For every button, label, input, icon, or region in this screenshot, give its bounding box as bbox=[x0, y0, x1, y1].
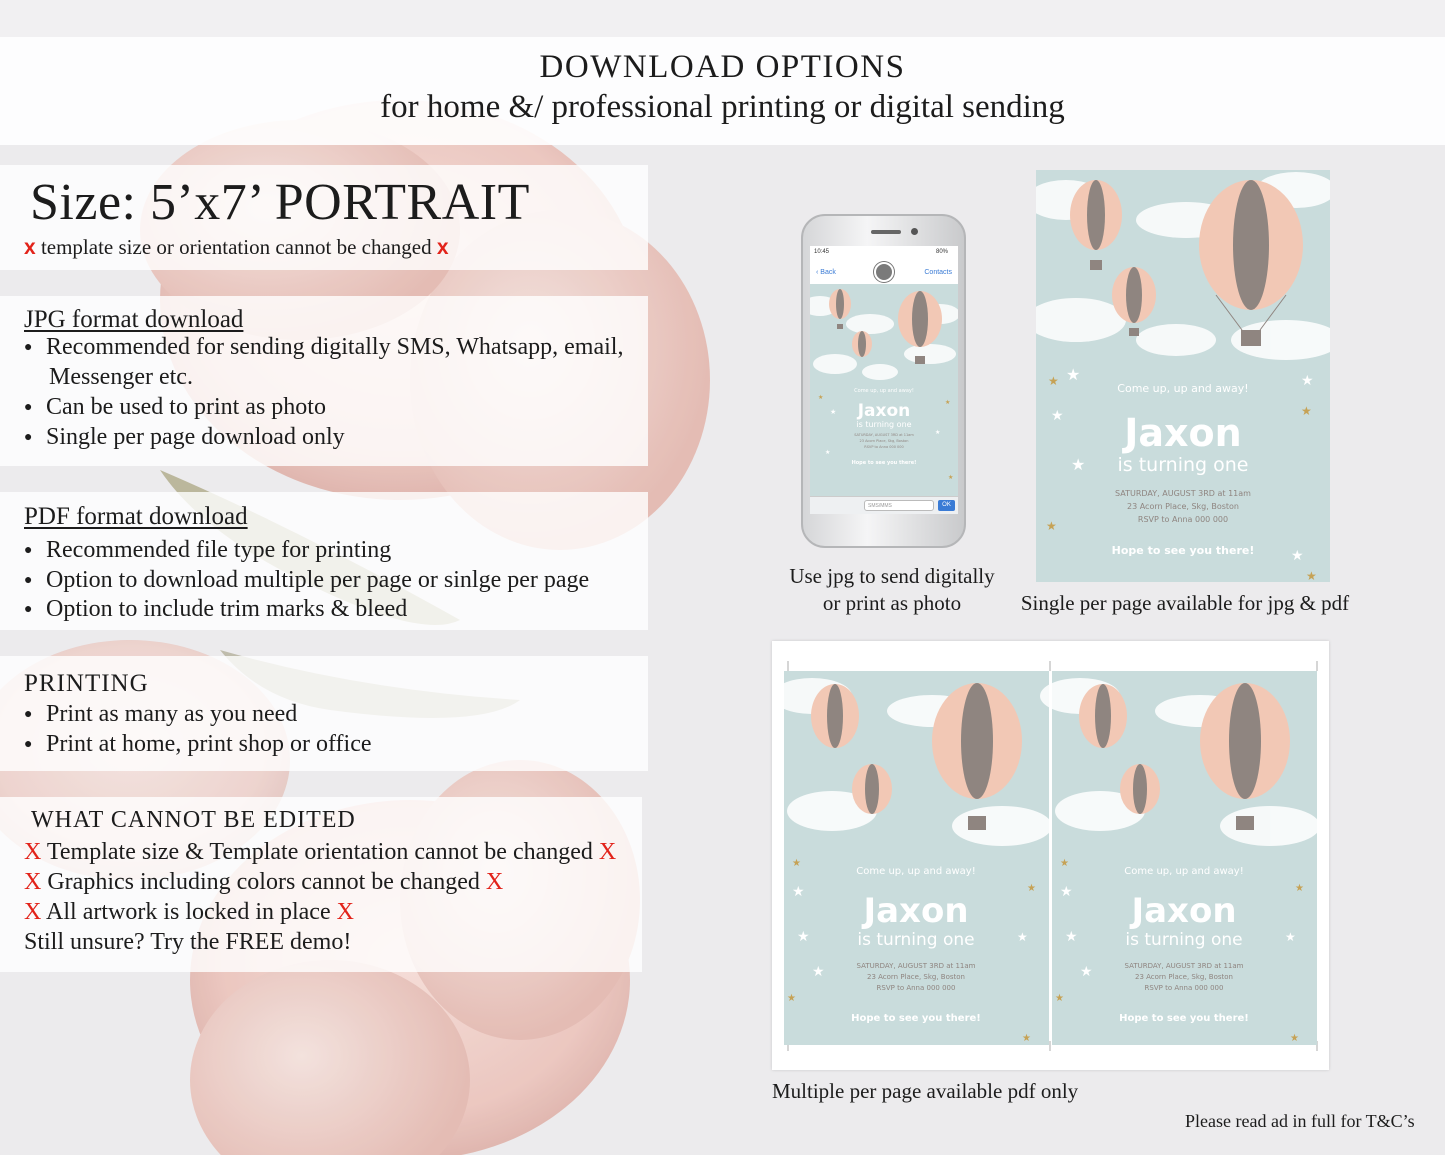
multiple-sheet bbox=[772, 641, 1329, 1070]
x-mark-icon: X bbox=[485, 869, 504, 895]
bullet-icon: ● bbox=[24, 340, 33, 355]
multiple-caption: Multiple per page available pdf only bbox=[772, 1079, 1079, 1103]
phone-mockup bbox=[801, 214, 966, 548]
svg-text:★: ★ bbox=[825, 450, 831, 456]
avatar-icon bbox=[874, 262, 894, 282]
list-item: X Template size & Template orientation cannot be changed X bbox=[24, 839, 617, 865]
x-mark-icon: x bbox=[436, 236, 449, 259]
bullet-icon: ● bbox=[24, 737, 33, 752]
x-mark-icon: X bbox=[336, 899, 354, 925]
svg-text:★: ★ bbox=[812, 965, 825, 980]
svg-text:★: ★ bbox=[1046, 519, 1057, 533]
phone-time: 10:45 bbox=[814, 249, 830, 255]
svg-text:★: ★ bbox=[1022, 1033, 1031, 1044]
svg-text:RSVP to Anna 000 000: RSVP to Anna 000 000 bbox=[1144, 984, 1224, 992]
svg-text:Jaxon: Jaxon bbox=[1131, 891, 1237, 931]
cannot-edit-panel bbox=[0, 797, 642, 972]
svg-text:★: ★ bbox=[1290, 1033, 1299, 1044]
single-caption: Single per page available for jpg & pdf bbox=[1020, 591, 1350, 615]
svg-text:★: ★ bbox=[787, 993, 796, 1004]
svg-text:Hope to see you there!: Hope to see you there! bbox=[851, 1013, 981, 1024]
phone-back-link[interactable]: ‹ Back bbox=[816, 269, 836, 276]
size-panel bbox=[0, 165, 648, 270]
phone-invite-closing: Hope to see you there! bbox=[851, 460, 917, 466]
phone-message-input[interactable]: SMS/MMS bbox=[864, 500, 934, 511]
size-note-text: template size or orientation cannot be changed bbox=[40, 235, 432, 259]
list-item: ● Recommended file type for printing bbox=[24, 537, 392, 563]
list-item: X All artwork is locked in place X bbox=[24, 899, 354, 925]
phone-screen bbox=[810, 246, 958, 514]
svg-text:★: ★ bbox=[797, 930, 810, 945]
x-mark-icon: X bbox=[24, 899, 42, 925]
page-subtitle: for home &/ professional printing or digital sending bbox=[380, 89, 1065, 125]
svg-text:★: ★ bbox=[1027, 883, 1036, 894]
phone-compose-bar bbox=[810, 496, 958, 514]
svg-text:RSVP to Anna 000 000: RSVP to Anna 000 000 bbox=[876, 984, 956, 992]
multiple-invitations bbox=[772, 641, 1329, 1070]
pdf-panel bbox=[0, 492, 648, 630]
jpg-title: JPG format download bbox=[24, 306, 244, 333]
invite-detail: SATURDAY, AUGUST 3RD at 11am bbox=[1115, 489, 1251, 498]
list-item: ● Recommended for sending digitally SMS, Whatsapp, email, bbox=[24, 334, 624, 360]
list-item: ● Print at home, print shop or office bbox=[24, 731, 372, 757]
svg-text:★: ★ bbox=[1285, 930, 1296, 944]
single-invitation bbox=[1036, 170, 1330, 582]
svg-text:★: ★ bbox=[945, 400, 951, 406]
list-item: ● Single per page download only bbox=[24, 424, 345, 450]
list-item: ● Print as many as you need bbox=[24, 701, 298, 727]
invite-subtitle: is turning one bbox=[1117, 454, 1249, 476]
svg-text:★: ★ bbox=[1060, 885, 1073, 900]
size-title: Size: 5’x7’ PORTRAIT bbox=[30, 174, 530, 231]
invite-detail: 23 Acorn Place, Skg, Boston bbox=[1127, 502, 1239, 511]
phone-invite-detail: SATURDAY, AUGUST 3RD at 11am bbox=[854, 433, 914, 437]
cannot-edit-title: WHAT CANNOT BE EDITED bbox=[31, 807, 356, 833]
phone-nav-bar bbox=[810, 260, 958, 284]
phone-invite-detail: RSVP to Anna 000 000 bbox=[864, 445, 904, 449]
printing-panel bbox=[0, 656, 648, 771]
invite-copy-left bbox=[772, 671, 1052, 1045]
svg-text:★: ★ bbox=[818, 395, 824, 401]
jpg-panel bbox=[0, 296, 648, 466]
phone-invite-name: Jaxon bbox=[857, 401, 911, 421]
svg-text:★: ★ bbox=[1301, 404, 1312, 418]
demo-note: Still unsure? Try the FREE demo! bbox=[24, 929, 352, 955]
svg-text:★: ★ bbox=[1065, 930, 1078, 945]
invite-name: Jaxon bbox=[1124, 411, 1242, 455]
svg-text:★: ★ bbox=[1055, 993, 1064, 1004]
phone-invite-tagline: Come up, up and away! bbox=[854, 388, 914, 394]
page-title: DOWNLOAD OPTIONS bbox=[539, 49, 906, 85]
invite-copy-right bbox=[1040, 671, 1320, 1045]
svg-text:23 Acorn Place, Skg, Boston: 23 Acorn Place, Skg, Boston bbox=[1135, 973, 1233, 981]
svg-text:★: ★ bbox=[1048, 374, 1059, 388]
svg-text:is turning one: is turning one bbox=[857, 930, 975, 950]
phone-speaker bbox=[871, 230, 901, 234]
svg-text:★: ★ bbox=[792, 885, 805, 900]
list-item: X Graphics including colors cannot be changed X bbox=[24, 869, 504, 895]
phone-battery: 80% bbox=[935, 249, 948, 255]
x-mark-icon: x bbox=[24, 236, 36, 259]
svg-text:★: ★ bbox=[1291, 549, 1304, 564]
bullet-icon: ● bbox=[24, 400, 33, 415]
header-banner bbox=[0, 37, 1445, 145]
phone-caption: Use jpg to send digitally or print as photo bbox=[789, 564, 995, 615]
svg-text:★: ★ bbox=[1301, 374, 1314, 389]
list-item: ● Option to download multiple per page or sinlge per page bbox=[24, 567, 590, 593]
bullet-icon: ● bbox=[24, 543, 33, 558]
invite-detail: RSVP to Anna 000 000 bbox=[1137, 515, 1229, 524]
list-item: ● Option to include trim marks & bleed bbox=[24, 596, 408, 622]
svg-text:★: ★ bbox=[1051, 409, 1064, 424]
svg-text:Jaxon: Jaxon bbox=[863, 891, 969, 931]
pdf-title: PDF format download bbox=[24, 503, 248, 530]
bullet-icon: ● bbox=[24, 573, 33, 588]
bullet-icon: ● bbox=[24, 602, 33, 617]
svg-text:★: ★ bbox=[1080, 965, 1093, 980]
svg-text:★: ★ bbox=[1295, 883, 1304, 894]
invite-closing: Hope to see you there! bbox=[1111, 544, 1255, 557]
phone-send-button[interactable]: OK bbox=[938, 500, 955, 511]
x-mark-icon: X bbox=[24, 839, 42, 865]
size-note bbox=[24, 235, 449, 260]
phone-camera bbox=[911, 228, 918, 235]
svg-text:Hope to see you there!: Hope to see you there! bbox=[1119, 1013, 1249, 1024]
bullet-icon: ● bbox=[24, 707, 33, 722]
list-item: ● Can be used to print as photo bbox=[24, 394, 326, 420]
x-mark-icon: X bbox=[24, 869, 42, 895]
phone-invite-subtitle: is turning one bbox=[856, 420, 912, 429]
svg-text:Come up, up and away!: Come up, up and away! bbox=[856, 866, 976, 877]
svg-text:★: ★ bbox=[830, 408, 837, 416]
svg-text:★: ★ bbox=[935, 430, 941, 436]
x-mark-icon: X bbox=[598, 839, 617, 865]
svg-text:★: ★ bbox=[948, 475, 954, 481]
phone-invite-detail: 23 Acorn Place, Skg, Boston bbox=[859, 439, 909, 443]
invite-tagline: Come up, up and away! bbox=[1117, 382, 1249, 395]
svg-text:★: ★ bbox=[1066, 367, 1081, 384]
bullet-icon: ● bbox=[24, 430, 33, 445]
svg-text:23 Acorn Place, Skg, Boston: 23 Acorn Place, Skg, Boston bbox=[867, 973, 965, 981]
phone-status-bar bbox=[810, 246, 958, 260]
svg-text:SATURDAY, AUGUST 3RD at 11am: SATURDAY, AUGUST 3RD at 11am bbox=[1124, 962, 1244, 970]
svg-text:★: ★ bbox=[1060, 858, 1069, 869]
svg-text:★: ★ bbox=[1306, 569, 1317, 582]
svg-text:★: ★ bbox=[792, 858, 801, 869]
list-item: Messenger etc. bbox=[49, 364, 193, 390]
svg-text:is turning one: is turning one bbox=[1125, 930, 1243, 950]
svg-text:SATURDAY, AUGUST 3RD at 11am: SATURDAY, AUGUST 3RD at 11am bbox=[856, 962, 976, 970]
svg-text:★: ★ bbox=[1017, 930, 1028, 944]
phone-invitation bbox=[810, 284, 958, 496]
printing-title: PRINTING bbox=[24, 670, 149, 697]
footer-note: Please read ad in full for T&C’s bbox=[1185, 1111, 1415, 1131]
phone-contacts-link[interactable]: Contacts bbox=[924, 269, 952, 276]
svg-text:★: ★ bbox=[1071, 457, 1086, 474]
svg-text:Come up, up and away!: Come up, up and away! bbox=[1124, 866, 1244, 877]
